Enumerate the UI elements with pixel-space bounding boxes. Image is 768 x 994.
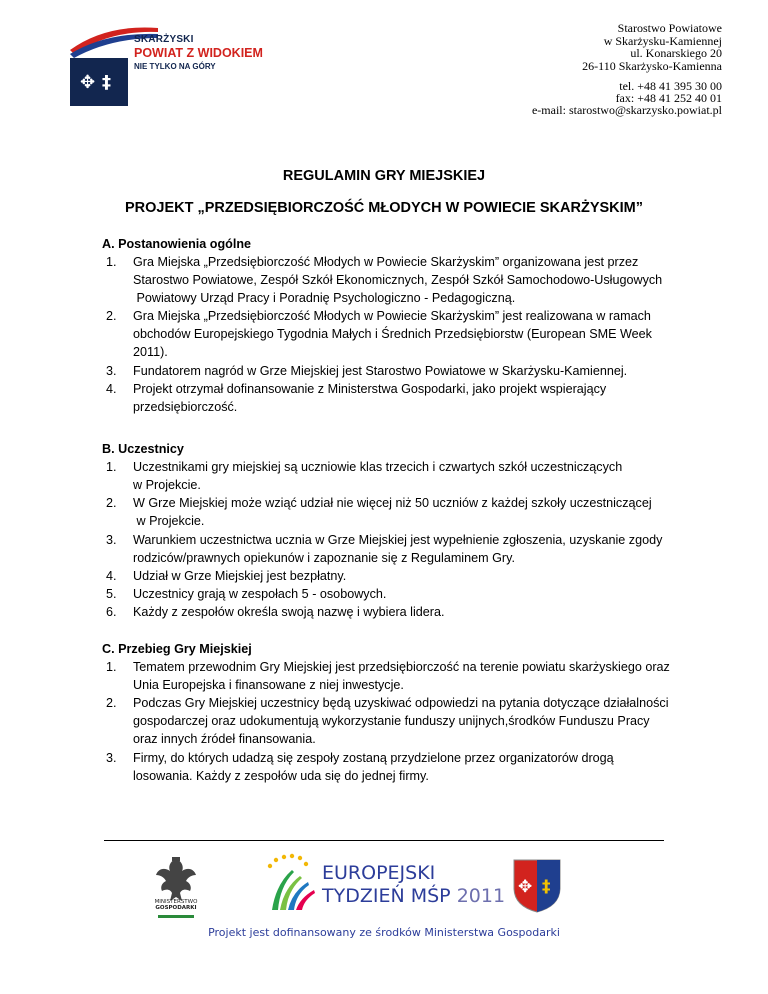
item-line: w Projekcie. — [133, 514, 205, 529]
address-line: w Skarżysku-Kamiennej — [603, 33, 722, 48]
item-number: 4. — [106, 382, 117, 396]
item-line: Warunkiem uczestnictwa ucznia w Grze Miejskiej jest wypełnienie zgłoszenia, uzyskanie zgody — [133, 533, 663, 547]
item-line: Udział w Grze Miejskiej jest bezpłatny. — [133, 569, 347, 583]
item-line: Podczas Gry Miejskiej uczestnicy będą uzyskiwać odpowiedzi na pytania dotyczące działalności — [133, 696, 669, 710]
item-number: 2. — [106, 496, 117, 510]
section-heading: C. Przebieg Gry Miejskiej — [102, 642, 252, 656]
item-text — [133, 494, 693, 530]
item-text — [133, 694, 693, 749]
item-line: Projekt otrzymał dofinansowanie z Ministerstwa Gospodarki, jako projekt wspierający — [133, 382, 607, 396]
office-address — [582, 22, 722, 72]
ministry-logo-bar — [158, 915, 194, 918]
item-line: Unia Europejska i finansowane z niej inwestycje. — [133, 678, 404, 693]
ministry-logo-line-1: MINISTERSTWO — [154, 899, 198, 905]
item-text — [133, 658, 693, 694]
sme-logo-year: 2011 — [456, 885, 506, 907]
item-line: Gra Miejska „Przedsiębiorczość Młodych w Powiecie Skarżyskim” jest realizowana w ramach — [133, 309, 651, 323]
ministry-logo — [150, 855, 202, 925]
address-line: Starostwo Powiatowe — [617, 21, 722, 35]
item-line: W Grze Miejskiej może wziąć udział nie więcej niż 50 uczniów z każdej szkoły uczestniczącej — [133, 496, 652, 510]
address-line: 26-110 Skarżysko-Kamienna — [582, 58, 722, 73]
sme-logo-line-1: EUROPEJSKI — [322, 862, 436, 884]
item-text — [133, 531, 693, 567]
coat-of-arms — [512, 858, 562, 914]
item-number: 3. — [106, 364, 117, 378]
footer-divider — [104, 840, 664, 841]
item-number: 3. — [106, 533, 117, 547]
item-text — [133, 585, 693, 603]
item-line: w Projekcie. — [133, 478, 201, 493]
item-text — [133, 362, 693, 380]
logo-line-3: NIE TYLKO NA GÓRY — [134, 62, 216, 71]
item-line: Firmy, do których udadzą się zespoły zostaną przydzielone przez organizatorów drogą — [133, 751, 614, 765]
sme-logo-line-2: TYDZIEŃ MŚP — [322, 885, 451, 907]
item-line: gospodarczej oraz udokumentują wykorzystanie funduszy unijnych,środków Funduszu Pracy — [133, 714, 650, 729]
document-title: REGULAMIN GRY MIEJSKIEJ — [282, 168, 486, 184]
svg-text:‡: ‡ — [102, 72, 111, 93]
svg-text:✥: ✥ — [518, 877, 533, 897]
office-contact — [532, 80, 722, 117]
section-heading: A. Postanowienia ogólne — [102, 237, 252, 251]
item-line: Gra Miejska „Przedsiębiorczość Młodych w Powiecie Skarżyskim” organizowana jest przez — [133, 255, 639, 269]
document-subtitle: PROJEKT „PRZEDSIĘBIORCZOŚĆ MŁODYCH W POWIECIE SKARŻYSKIM” — [125, 200, 643, 216]
logo-line-1: SKARŻYSKI — [134, 34, 194, 45]
item-number: 2. — [106, 696, 117, 710]
fax-line: fax: +48 41 252 40 01 — [615, 91, 722, 106]
powiat-logo — [66, 22, 276, 112]
item-line: Uczestnikami gry miejskiej są uczniowie klas trzecich i czwartych szkół uczestniczących — [133, 460, 623, 474]
item-text — [133, 458, 693, 494]
item-line: Starostwo Powiatowe, Zespół Szkół Ekonomicznych, Zespół Szkół Samochodowo-Usługowych — [133, 273, 663, 288]
coat-of-arms-icon — [512, 858, 562, 914]
ministry-logo-line-2: GOSPODARKI — [155, 905, 197, 911]
item-line: Powiatowy Urząd Pracy i Poradnię Psychologiczno - Pedagogiczną. — [133, 291, 516, 306]
item-line: Uczestnicy grają w zespołach 5 - osobowych. — [133, 587, 387, 601]
item-number: 6. — [106, 605, 117, 619]
item-line: rodziców/prawnych opiekunów i zapoznanie się z Regulaminem Gry. — [133, 551, 515, 566]
funding-note: Projekt jest dofinansowany ze środków Ministerstwa Gospodarki — [208, 926, 560, 939]
item-number: 4. — [106, 569, 117, 583]
item-text — [133, 603, 693, 621]
item-text — [133, 380, 693, 416]
item-number: 5. — [106, 587, 117, 601]
item-line: Fundatorem nagród w Grze Miejskiej jest Starostwo Powiatowe w Skarżysku-Kamiennej. — [133, 364, 628, 378]
phone-line: tel. +48 41 395 30 00 — [619, 79, 722, 93]
item-text — [133, 307, 693, 362]
item-text — [133, 749, 693, 785]
sme-week-logo — [262, 852, 506, 914]
item-line: obchodów Europejskiego Tygodnia Małych i Średnich Przedsiębiorstw (European SME Week — [133, 327, 652, 342]
item-line: Tematem przewodnim Gry Miejskiej jest przedsiębiorczość na terenie powiatu skarżyskiego oraz — [133, 660, 670, 674]
sme-week-emblem-icon — [262, 852, 322, 914]
item-number: 2. — [106, 309, 117, 323]
address-line: ul. Konarskiego 20 — [630, 46, 722, 60]
item-number: 1. — [106, 255, 117, 269]
svg-text:‡: ‡ — [542, 877, 551, 897]
item-line: przedsiębiorczość. — [133, 400, 238, 415]
section-heading: B. Uczestnicy — [102, 442, 184, 456]
item-text — [133, 253, 693, 308]
item-line: oraz innych źródeł finansowania. — [133, 732, 316, 747]
logo-line-2: POWIAT Z WIDOKIEM — [134, 46, 263, 60]
svg-text:✥: ✥ — [80, 72, 96, 93]
item-number: 1. — [106, 660, 117, 674]
item-line: 2011). — [133, 345, 168, 360]
item-text — [133, 567, 693, 585]
item-line: Każdy z zespołów określa swoją nazwę i wybiera lidera. — [133, 605, 445, 619]
item-number: 3. — [106, 751, 117, 765]
email-line: e-mail: starostwo@skarzysko.powiat.pl — [531, 103, 722, 118]
item-line: losowania. Każdy z zespołów uda się do jednej firmy. — [133, 769, 429, 784]
item-number: 1. — [106, 460, 117, 474]
